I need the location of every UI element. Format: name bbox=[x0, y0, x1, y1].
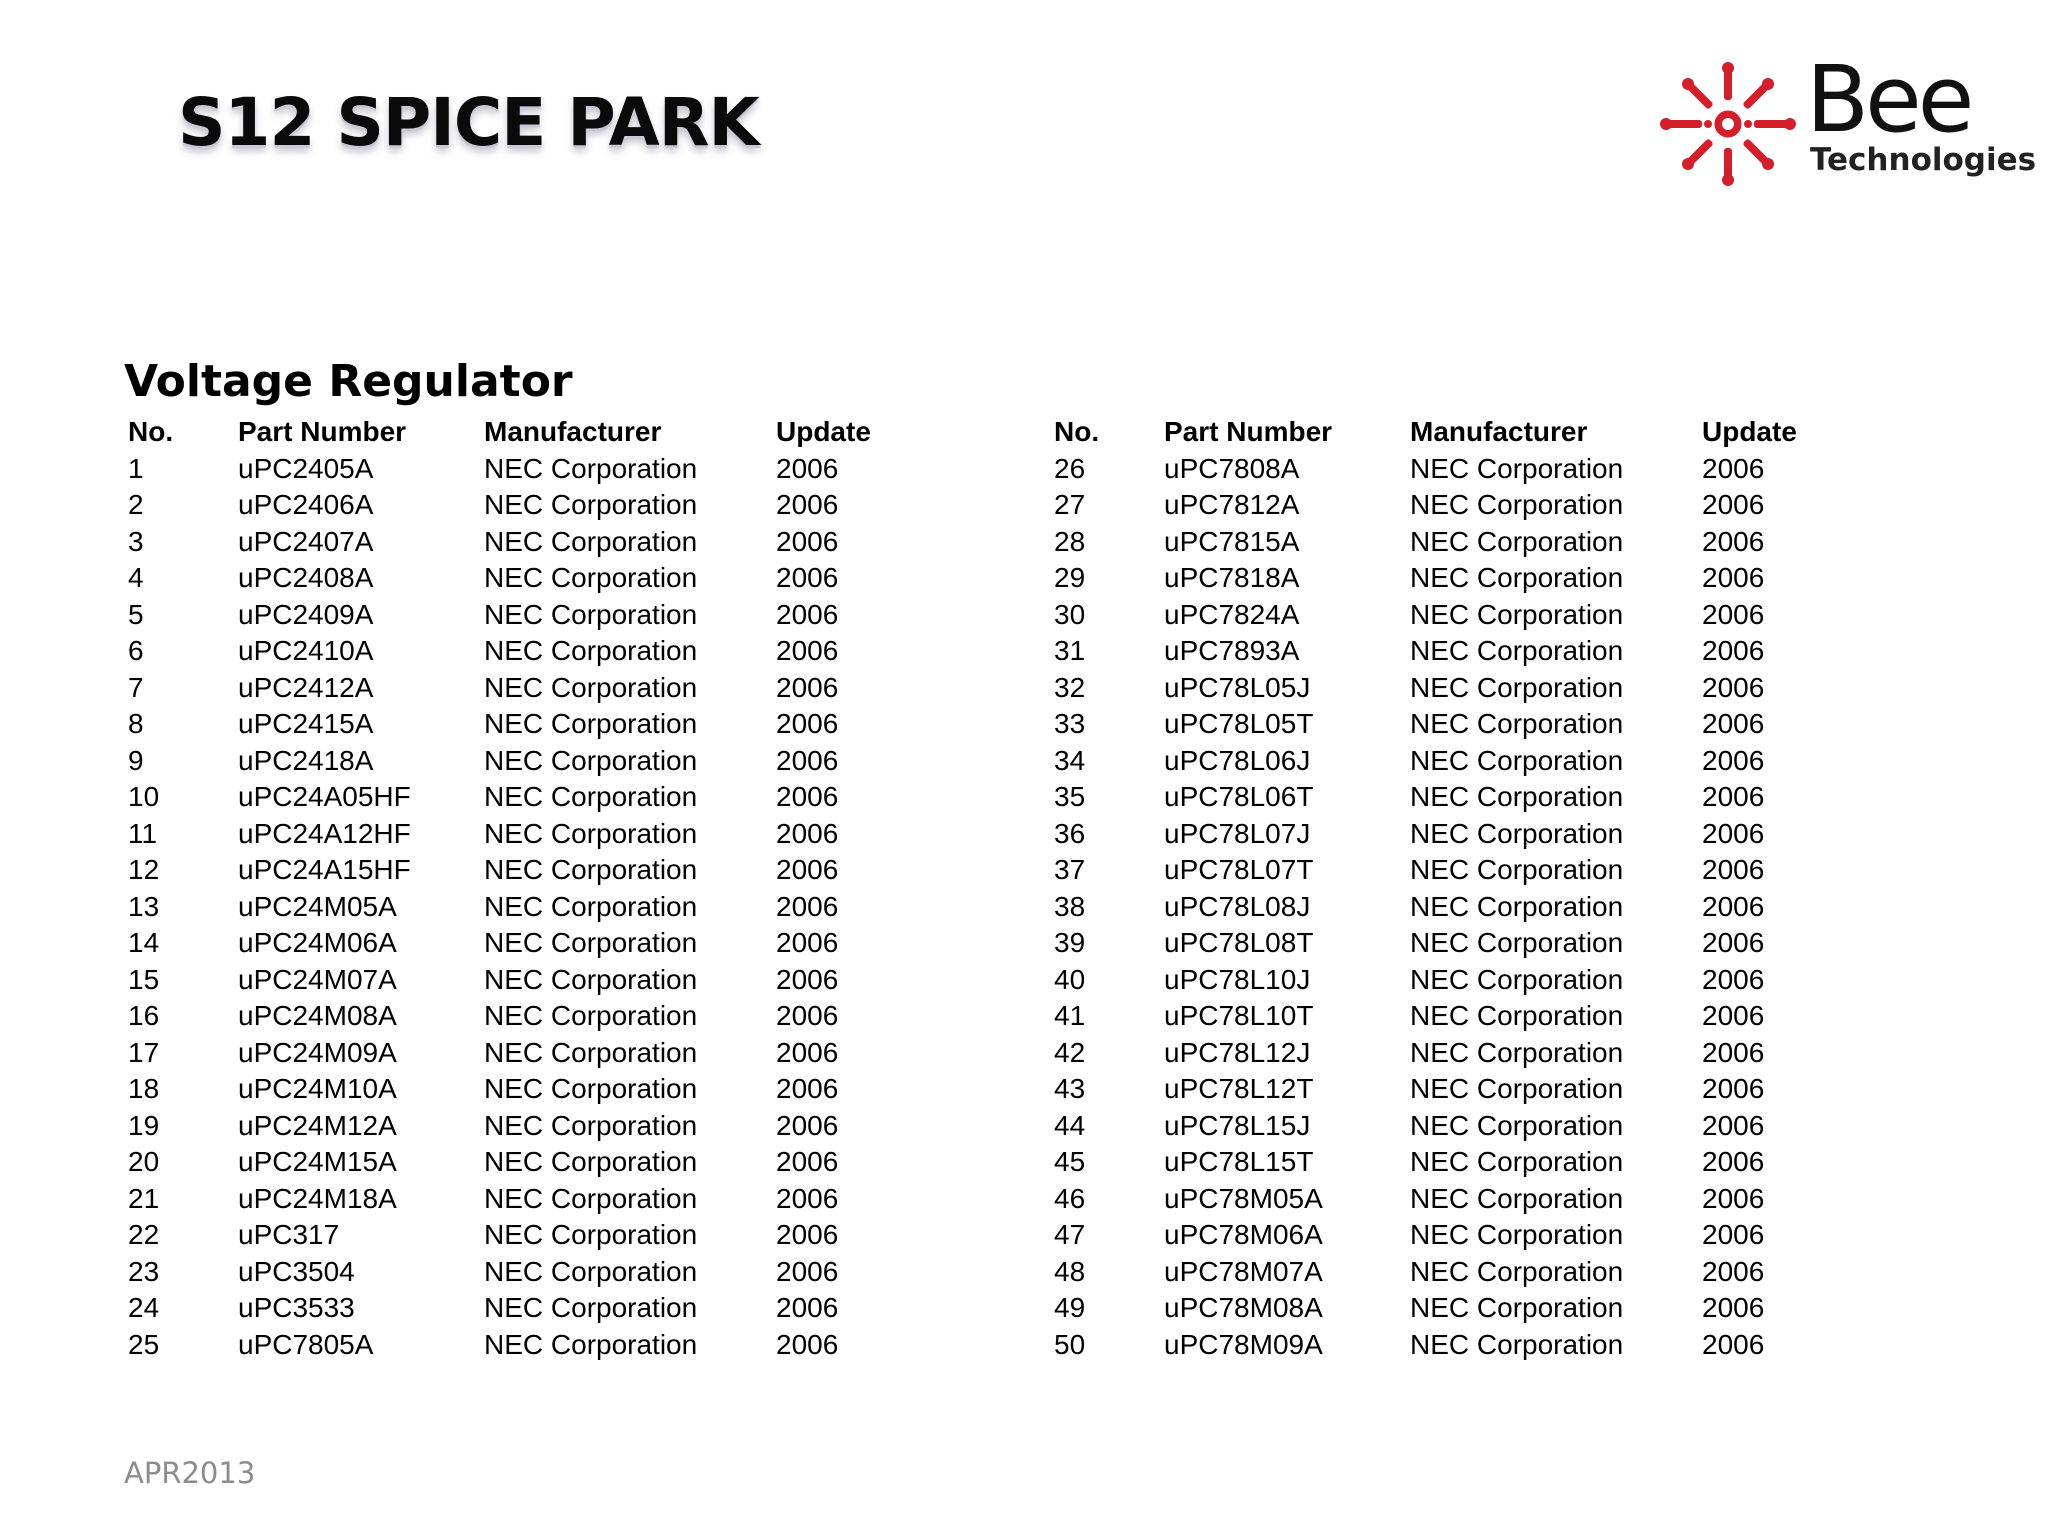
cell-manufacturer: NEC Corporation bbox=[484, 1292, 698, 1324]
table-row bbox=[1054, 560, 1852, 597]
cell-part-number: uPC2418A bbox=[238, 744, 374, 776]
cell-no: 1 bbox=[128, 452, 144, 484]
cell-manufacturer: NEC Corporation bbox=[1410, 671, 1624, 703]
cell-update: 2006 bbox=[1702, 890, 1765, 922]
cell-no: 37 bbox=[1054, 854, 1086, 886]
cell-part-number: uPC2409A bbox=[238, 598, 374, 630]
cell-manufacturer: NEC Corporation bbox=[484, 1000, 698, 1032]
cell-update: 2006 bbox=[776, 817, 839, 849]
cell-update: 2006 bbox=[776, 635, 839, 667]
cell-update: 2006 bbox=[776, 1219, 839, 1251]
cell-update: 2006 bbox=[776, 671, 839, 703]
table-row bbox=[1054, 1071, 1852, 1108]
cell-update: 2006 bbox=[1702, 1146, 1765, 1178]
parts-table-left-body bbox=[128, 451, 926, 1364]
table-row bbox=[1054, 1108, 1852, 1145]
table-row bbox=[128, 1254, 926, 1291]
cell-manufacturer: NEC Corporation bbox=[484, 1109, 698, 1141]
cell-part-number: uPC7824A bbox=[1164, 598, 1300, 630]
cell-update: 2006 bbox=[1702, 927, 1765, 959]
cell-part-number: uPC2408A bbox=[238, 562, 374, 594]
page-title: S12 SPICE PARK bbox=[178, 84, 759, 161]
cell-part-number: uPC317 bbox=[238, 1219, 340, 1251]
cell-no: 36 bbox=[1054, 817, 1086, 849]
cell-part-number: uPC2407A bbox=[238, 525, 374, 557]
cell-no: 44 bbox=[1054, 1109, 1086, 1141]
cell-manufacturer: NEC Corporation bbox=[1410, 744, 1624, 776]
cell-update: 2006 bbox=[776, 1073, 839, 1105]
cell-part-number: uPC7818A bbox=[1164, 562, 1300, 594]
table-row bbox=[128, 451, 926, 488]
cell-manufacturer: NEC Corporation bbox=[484, 452, 698, 484]
cell-no: 6 bbox=[128, 635, 144, 667]
table-row bbox=[1054, 597, 1852, 634]
cell-manufacturer: NEC Corporation bbox=[1410, 1182, 1624, 1214]
cell-manufacturer: NEC Corporation bbox=[484, 1182, 698, 1214]
cell-no: 5 bbox=[128, 598, 144, 630]
cell-no: 20 bbox=[128, 1146, 160, 1178]
cell-part-number: uPC24M10A bbox=[238, 1073, 397, 1105]
cell-no: 32 bbox=[1054, 671, 1086, 703]
cell-no: 14 bbox=[128, 927, 160, 959]
cell-part-number: uPC3533 bbox=[238, 1292, 355, 1324]
table-row bbox=[128, 962, 926, 999]
column-header-update: Update bbox=[776, 416, 871, 448]
cell-update: 2006 bbox=[776, 744, 839, 776]
cell-no: 17 bbox=[128, 1036, 160, 1068]
cell-part-number: uPC24M07A bbox=[238, 963, 397, 995]
table-row bbox=[1054, 816, 1852, 853]
cell-update: 2006 bbox=[776, 598, 839, 630]
cell-part-number: uPC2405A bbox=[238, 452, 374, 484]
cell-update: 2006 bbox=[1702, 744, 1765, 776]
column-header-part-number: Part Number bbox=[1164, 416, 1333, 448]
cell-part-number: uPC78L08J bbox=[1164, 890, 1311, 922]
cell-no: 38 bbox=[1054, 890, 1086, 922]
table-row bbox=[1054, 998, 1852, 1035]
cell-manufacturer: NEC Corporation bbox=[1410, 635, 1624, 667]
cell-no: 43 bbox=[1054, 1073, 1086, 1105]
table-row bbox=[128, 1217, 926, 1254]
cell-no: 40 bbox=[1054, 963, 1086, 995]
cell-update: 2006 bbox=[776, 1328, 839, 1360]
table-row bbox=[128, 1071, 926, 1108]
cell-no: 3 bbox=[128, 525, 144, 557]
cell-no: 15 bbox=[128, 963, 160, 995]
cell-no: 24 bbox=[128, 1292, 160, 1324]
table-row bbox=[128, 816, 926, 853]
cell-no: 30 bbox=[1054, 598, 1086, 630]
section-title: Voltage Regulator bbox=[124, 356, 573, 407]
cell-no: 29 bbox=[1054, 562, 1086, 594]
cell-part-number: uPC3504 bbox=[238, 1255, 355, 1287]
cell-manufacturer: NEC Corporation bbox=[484, 1146, 698, 1178]
cell-no: 27 bbox=[1054, 489, 1086, 521]
table-row bbox=[1054, 962, 1852, 999]
table-row bbox=[1054, 1327, 1852, 1364]
cell-manufacturer: NEC Corporation bbox=[1410, 927, 1624, 959]
cell-update: 2006 bbox=[1702, 489, 1765, 521]
cell-part-number: uPC78L12J bbox=[1164, 1036, 1311, 1068]
cell-update: 2006 bbox=[1702, 708, 1765, 740]
cell-manufacturer: NEC Corporation bbox=[484, 598, 698, 630]
table-row bbox=[1054, 1144, 1852, 1181]
table-row bbox=[1054, 889, 1852, 926]
table-row bbox=[128, 852, 926, 889]
cell-no: 25 bbox=[128, 1328, 160, 1360]
cell-manufacturer: NEC Corporation bbox=[484, 1328, 698, 1360]
cell-part-number: uPC24M15A bbox=[238, 1146, 397, 1178]
table-row bbox=[1054, 1290, 1852, 1327]
cell-manufacturer: NEC Corporation bbox=[484, 635, 698, 667]
cell-update: 2006 bbox=[1702, 562, 1765, 594]
cell-update: 2006 bbox=[776, 708, 839, 740]
cell-manufacturer: NEC Corporation bbox=[484, 817, 698, 849]
cell-no: 26 bbox=[1054, 452, 1086, 484]
cell-update: 2006 bbox=[776, 963, 839, 995]
table-row bbox=[128, 1144, 926, 1181]
table-row bbox=[1054, 451, 1852, 488]
table-row bbox=[1054, 1217, 1852, 1254]
cell-part-number: uPC78L15T bbox=[1164, 1146, 1314, 1178]
table-row bbox=[1054, 1181, 1852, 1218]
cell-part-number: uPC2410A bbox=[238, 635, 374, 667]
cell-manufacturer: NEC Corporation bbox=[1410, 1219, 1624, 1251]
table-row bbox=[128, 1035, 926, 1072]
column-header-manufacturer: Manufacturer bbox=[484, 416, 662, 448]
cell-update: 2006 bbox=[1702, 525, 1765, 557]
cell-no: 34 bbox=[1054, 744, 1086, 776]
cell-manufacturer: NEC Corporation bbox=[1410, 963, 1624, 995]
cell-no: 16 bbox=[128, 1000, 160, 1032]
table-row bbox=[1054, 670, 1852, 707]
table-header-row bbox=[128, 414, 926, 451]
cell-manufacturer: NEC Corporation bbox=[1410, 1036, 1624, 1068]
cell-update: 2006 bbox=[1702, 671, 1765, 703]
cell-part-number: uPC78M07A bbox=[1164, 1255, 1323, 1287]
cell-manufacturer: NEC Corporation bbox=[484, 489, 698, 521]
cell-part-number: uPC24M05A bbox=[238, 890, 397, 922]
table-row bbox=[1054, 524, 1852, 561]
cell-no: 46 bbox=[1054, 1182, 1086, 1214]
cell-manufacturer: NEC Corporation bbox=[1410, 525, 1624, 557]
cell-update: 2006 bbox=[776, 489, 839, 521]
cell-update: 2006 bbox=[1702, 1036, 1765, 1068]
cell-update: 2006 bbox=[1702, 854, 1765, 886]
cell-update: 2006 bbox=[1702, 1073, 1765, 1105]
cell-no: 45 bbox=[1054, 1146, 1086, 1178]
cell-manufacturer: NEC Corporation bbox=[1410, 1146, 1624, 1178]
cell-part-number: uPC2412A bbox=[238, 671, 374, 703]
bee-technologies-logo bbox=[1658, 46, 2037, 190]
cell-manufacturer: NEC Corporation bbox=[484, 927, 698, 959]
cell-no: 28 bbox=[1054, 525, 1086, 557]
cell-no: 18 bbox=[128, 1073, 160, 1105]
cell-manufacturer: NEC Corporation bbox=[484, 1036, 698, 1068]
cell-no: 49 bbox=[1054, 1292, 1086, 1324]
cell-update: 2006 bbox=[1702, 635, 1765, 667]
cell-update: 2006 bbox=[776, 890, 839, 922]
cell-part-number: uPC78L05J bbox=[1164, 671, 1311, 703]
cell-manufacturer: NEC Corporation bbox=[1410, 562, 1624, 594]
cell-manufacturer: NEC Corporation bbox=[1410, 452, 1624, 484]
cell-part-number: uPC24M12A bbox=[238, 1109, 397, 1141]
cell-no: 12 bbox=[128, 854, 160, 886]
table-row bbox=[128, 998, 926, 1035]
table-row bbox=[128, 706, 926, 743]
cell-no: 23 bbox=[128, 1255, 160, 1287]
cell-manufacturer: NEC Corporation bbox=[1410, 1328, 1624, 1360]
cell-manufacturer: NEC Corporation bbox=[484, 1219, 698, 1251]
cell-update: 2006 bbox=[1702, 452, 1765, 484]
cell-update: 2006 bbox=[776, 927, 839, 959]
table-row bbox=[128, 1108, 926, 1145]
cell-update: 2006 bbox=[776, 1036, 839, 1068]
cell-part-number: uPC78L06T bbox=[1164, 781, 1314, 813]
cell-part-number: uPC78M05A bbox=[1164, 1182, 1323, 1214]
cell-part-number: uPC24A15HF bbox=[238, 854, 411, 886]
table-row bbox=[1054, 925, 1852, 962]
cell-no: 13 bbox=[128, 890, 160, 922]
cell-no: 9 bbox=[128, 744, 144, 776]
cell-manufacturer: NEC Corporation bbox=[484, 963, 698, 995]
cell-manufacturer: NEC Corporation bbox=[484, 781, 698, 813]
logo-subtitle: Technologies bbox=[1810, 142, 2037, 178]
bee-starburst-icon bbox=[1658, 60, 1798, 190]
cell-no: 19 bbox=[128, 1109, 160, 1141]
cell-manufacturer: NEC Corporation bbox=[484, 562, 698, 594]
cell-no: 47 bbox=[1054, 1219, 1086, 1251]
cell-update: 2006 bbox=[776, 1292, 839, 1324]
cell-update: 2006 bbox=[1702, 817, 1765, 849]
column-header-update: Update bbox=[1702, 416, 1797, 448]
cell-update: 2006 bbox=[1702, 1255, 1765, 1287]
cell-update: 2006 bbox=[776, 854, 839, 886]
cell-part-number: uPC24M06A bbox=[238, 927, 397, 959]
column-header-no: No. bbox=[128, 416, 174, 448]
cell-no: 8 bbox=[128, 708, 144, 740]
cell-part-number: uPC24A12HF bbox=[238, 817, 411, 849]
cell-manufacturer: NEC Corporation bbox=[1410, 1109, 1624, 1141]
cell-manufacturer: NEC Corporation bbox=[484, 671, 698, 703]
cell-part-number: uPC78L12T bbox=[1164, 1073, 1314, 1105]
cell-manufacturer: NEC Corporation bbox=[484, 1073, 698, 1105]
cell-manufacturer: NEC Corporation bbox=[1410, 890, 1624, 922]
cell-manufacturer: NEC Corporation bbox=[484, 744, 698, 776]
column-header-manufacturer: Manufacturer bbox=[1410, 416, 1588, 448]
cell-update: 2006 bbox=[776, 452, 839, 484]
table-row bbox=[1054, 1035, 1852, 1072]
column-header-part-number: Part Number bbox=[238, 416, 407, 448]
cell-part-number: uPC78L10J bbox=[1164, 963, 1311, 995]
cell-update: 2006 bbox=[776, 525, 839, 557]
cell-no: 35 bbox=[1054, 781, 1086, 813]
cell-update: 2006 bbox=[1702, 1109, 1765, 1141]
cell-part-number: uPC7815A bbox=[1164, 525, 1300, 557]
cell-part-number: uPC2415A bbox=[238, 708, 374, 740]
cell-no: 50 bbox=[1054, 1328, 1086, 1360]
table-row bbox=[128, 743, 926, 780]
cell-no: 31 bbox=[1054, 635, 1086, 667]
cell-part-number: uPC24A05HF bbox=[238, 781, 411, 813]
table-row bbox=[1054, 1254, 1852, 1291]
table-row bbox=[128, 925, 926, 962]
cell-part-number: uPC78L06J bbox=[1164, 744, 1311, 776]
cell-part-number: uPC2406A bbox=[238, 489, 374, 521]
cell-manufacturer: NEC Corporation bbox=[1410, 708, 1624, 740]
cell-manufacturer: NEC Corporation bbox=[1410, 1255, 1624, 1287]
cell-update: 2006 bbox=[776, 1255, 839, 1287]
cell-manufacturer: NEC Corporation bbox=[1410, 781, 1624, 813]
cell-part-number: uPC78L10T bbox=[1164, 1000, 1314, 1032]
table-row bbox=[128, 1181, 926, 1218]
cell-update: 2006 bbox=[1702, 781, 1765, 813]
cell-part-number: uPC7805A bbox=[238, 1328, 374, 1360]
table-row bbox=[128, 1327, 926, 1364]
cell-no: 41 bbox=[1054, 1000, 1086, 1032]
cell-update: 2006 bbox=[776, 1109, 839, 1141]
table-row bbox=[128, 597, 926, 634]
cell-no: 21 bbox=[128, 1182, 160, 1214]
cell-manufacturer: NEC Corporation bbox=[1410, 817, 1624, 849]
table-row bbox=[128, 560, 926, 597]
column-header-no: No. bbox=[1054, 416, 1100, 448]
cell-no: 2 bbox=[128, 489, 144, 521]
cell-no: 42 bbox=[1054, 1036, 1086, 1068]
cell-part-number: uPC78L07T bbox=[1164, 854, 1314, 886]
cell-no: 39 bbox=[1054, 927, 1086, 959]
table-row bbox=[1054, 743, 1852, 780]
table-row bbox=[1054, 779, 1852, 816]
cell-part-number: uPC24M09A bbox=[238, 1036, 397, 1068]
table-row bbox=[128, 1290, 926, 1327]
cell-update: 2006 bbox=[1702, 1219, 1765, 1251]
cell-part-number: uPC78L05T bbox=[1164, 708, 1314, 740]
cell-update: 2006 bbox=[1702, 1328, 1765, 1360]
cell-part-number: uPC7808A bbox=[1164, 452, 1300, 484]
cell-manufacturer: NEC Corporation bbox=[1410, 854, 1624, 886]
cell-part-number: uPC24M08A bbox=[238, 1000, 397, 1032]
cell-update: 2006 bbox=[1702, 598, 1765, 630]
cell-part-number: uPC78L07J bbox=[1164, 817, 1311, 849]
cell-update: 2006 bbox=[1702, 963, 1765, 995]
cell-manufacturer: NEC Corporation bbox=[484, 854, 698, 886]
cell-manufacturer: NEC Corporation bbox=[1410, 598, 1624, 630]
table-row bbox=[128, 633, 926, 670]
cell-update: 2006 bbox=[776, 1146, 839, 1178]
parts-table-right-body bbox=[1054, 451, 1852, 1364]
table-row bbox=[128, 779, 926, 816]
cell-no: 22 bbox=[128, 1219, 160, 1251]
cell-update: 2006 bbox=[776, 781, 839, 813]
table-row bbox=[128, 670, 926, 707]
cell-update: 2006 bbox=[776, 1182, 839, 1214]
cell-no: 7 bbox=[128, 671, 144, 703]
cell-no: 48 bbox=[1054, 1255, 1086, 1287]
cell-part-number: uPC7893A bbox=[1164, 635, 1300, 667]
cell-manufacturer: NEC Corporation bbox=[1410, 1292, 1624, 1324]
cell-manufacturer: NEC Corporation bbox=[484, 1255, 698, 1287]
cell-no: 11 bbox=[128, 817, 158, 849]
cell-part-number: uPC24M18A bbox=[238, 1182, 397, 1214]
cell-manufacturer: NEC Corporation bbox=[1410, 489, 1624, 521]
cell-part-number: uPC78M08A bbox=[1164, 1292, 1323, 1324]
cell-part-number: uPC78L08T bbox=[1164, 927, 1314, 959]
cell-update: 2006 bbox=[1702, 1182, 1765, 1214]
cell-update: 2006 bbox=[776, 562, 839, 594]
parts-table-right bbox=[1054, 414, 1852, 1363]
table-row bbox=[1054, 706, 1852, 743]
table-row bbox=[128, 524, 926, 561]
cell-manufacturer: NEC Corporation bbox=[1410, 1000, 1624, 1032]
cell-no: 10 bbox=[128, 781, 160, 813]
cell-manufacturer: NEC Corporation bbox=[1410, 1073, 1624, 1105]
table-row bbox=[128, 889, 926, 926]
cell-update: 2006 bbox=[776, 1000, 839, 1032]
cell-part-number: uPC7812A bbox=[1164, 489, 1300, 521]
cell-manufacturer: NEC Corporation bbox=[484, 890, 698, 922]
footer-date: APR2013 bbox=[124, 1456, 256, 1490]
table-row bbox=[1054, 487, 1852, 524]
cell-no: 4 bbox=[128, 562, 144, 594]
cell-part-number: uPC78L15J bbox=[1164, 1109, 1311, 1141]
cell-part-number: uPC78M06A bbox=[1164, 1219, 1323, 1251]
cell-update: 2006 bbox=[1702, 1292, 1765, 1324]
table-row bbox=[1054, 633, 1852, 670]
logo-wordmark: Bee bbox=[1806, 46, 1971, 153]
cell-update: 2006 bbox=[1702, 1000, 1765, 1032]
cell-no: 33 bbox=[1054, 708, 1086, 740]
table-header-row bbox=[1054, 414, 1852, 451]
cell-part-number: uPC78M09A bbox=[1164, 1328, 1323, 1360]
cell-manufacturer: NEC Corporation bbox=[484, 708, 698, 740]
table-row bbox=[1054, 852, 1852, 889]
table-row bbox=[128, 487, 926, 524]
cell-manufacturer: NEC Corporation bbox=[484, 525, 698, 557]
parts-table-left bbox=[128, 414, 926, 1363]
